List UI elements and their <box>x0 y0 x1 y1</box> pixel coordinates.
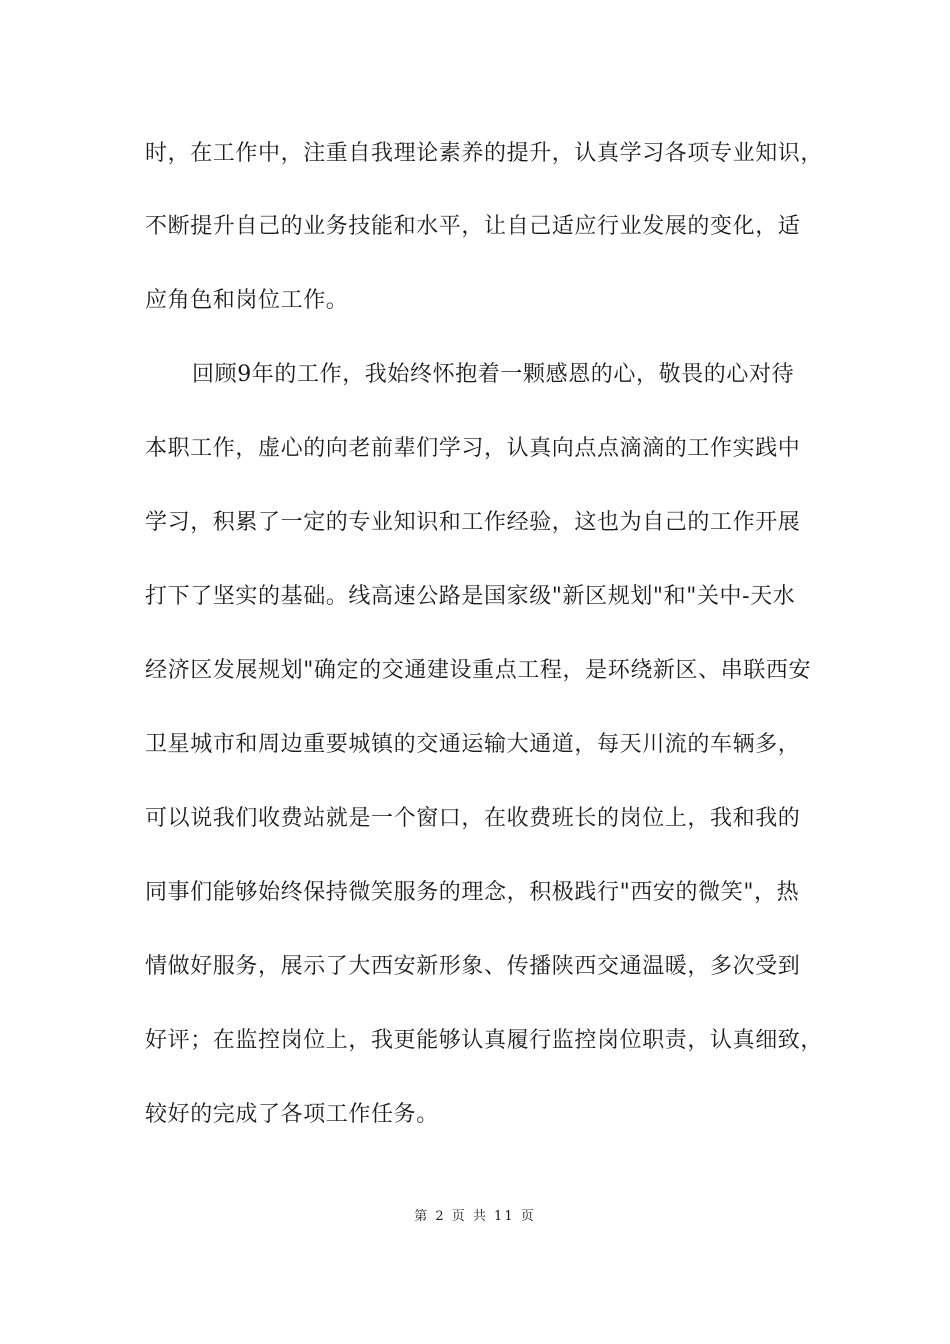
body-text-line: 可以说我们收费站就是一个窗口，在收费班长的岗位上，我和我的 <box>145 806 801 831</box>
body-text-line: 应角色和岗位工作。 <box>145 288 349 313</box>
body-text-line: 经济区发展规划"确定的交通建设重点工程，是环绕新区、串联西安 <box>145 658 812 683</box>
body-text-line: 同事们能够始终保持微笑服务的理念，积极践行"西安的微笑"，热 <box>145 880 800 905</box>
body-text-line: 情做好服务，展示了大西安新形象、传播陕西交通温暖，多次受到 <box>145 954 801 979</box>
body-text-line: 不断提升自己的业务技能和水平，让自己适应行业发展的变化，适 <box>145 214 801 239</box>
page-number: 第 2 页 共 11 页 <box>414 1209 536 1224</box>
body-text-line: 好评；在监控岗位上，我更能够认真履行监控岗位职责，认真细致， <box>145 1028 824 1053</box>
paragraph-first-line: 回顾9年的工作，我始终怀抱着一颗感恩的心，敬畏的心对待 <box>192 362 795 387</box>
page-footer <box>0 1208 950 1226</box>
body-text-line: 较好的完成了各项工作任务。 <box>145 1102 439 1127</box>
body-text-line: 本职工作，虚心的向老前辈们学习，认真向点点滴滴的工作实践中 <box>145 436 801 461</box>
body-text-line: 时，在工作中，注重自我理论素养的提升，认真学习各项专业知识， <box>145 141 824 166</box>
body-text-line: 打下了坚实的基础。线高速公路是国家级"新区规划"和"关中-天水 <box>145 584 796 609</box>
body-text-line: 学习，积累了一定的专业知识和工作经验，这也为自己的工作开展 <box>145 510 801 535</box>
body-text-line: 卫星城市和周边重要城镇的交通运输大通道，每天川流的车辆多， <box>145 732 801 757</box>
